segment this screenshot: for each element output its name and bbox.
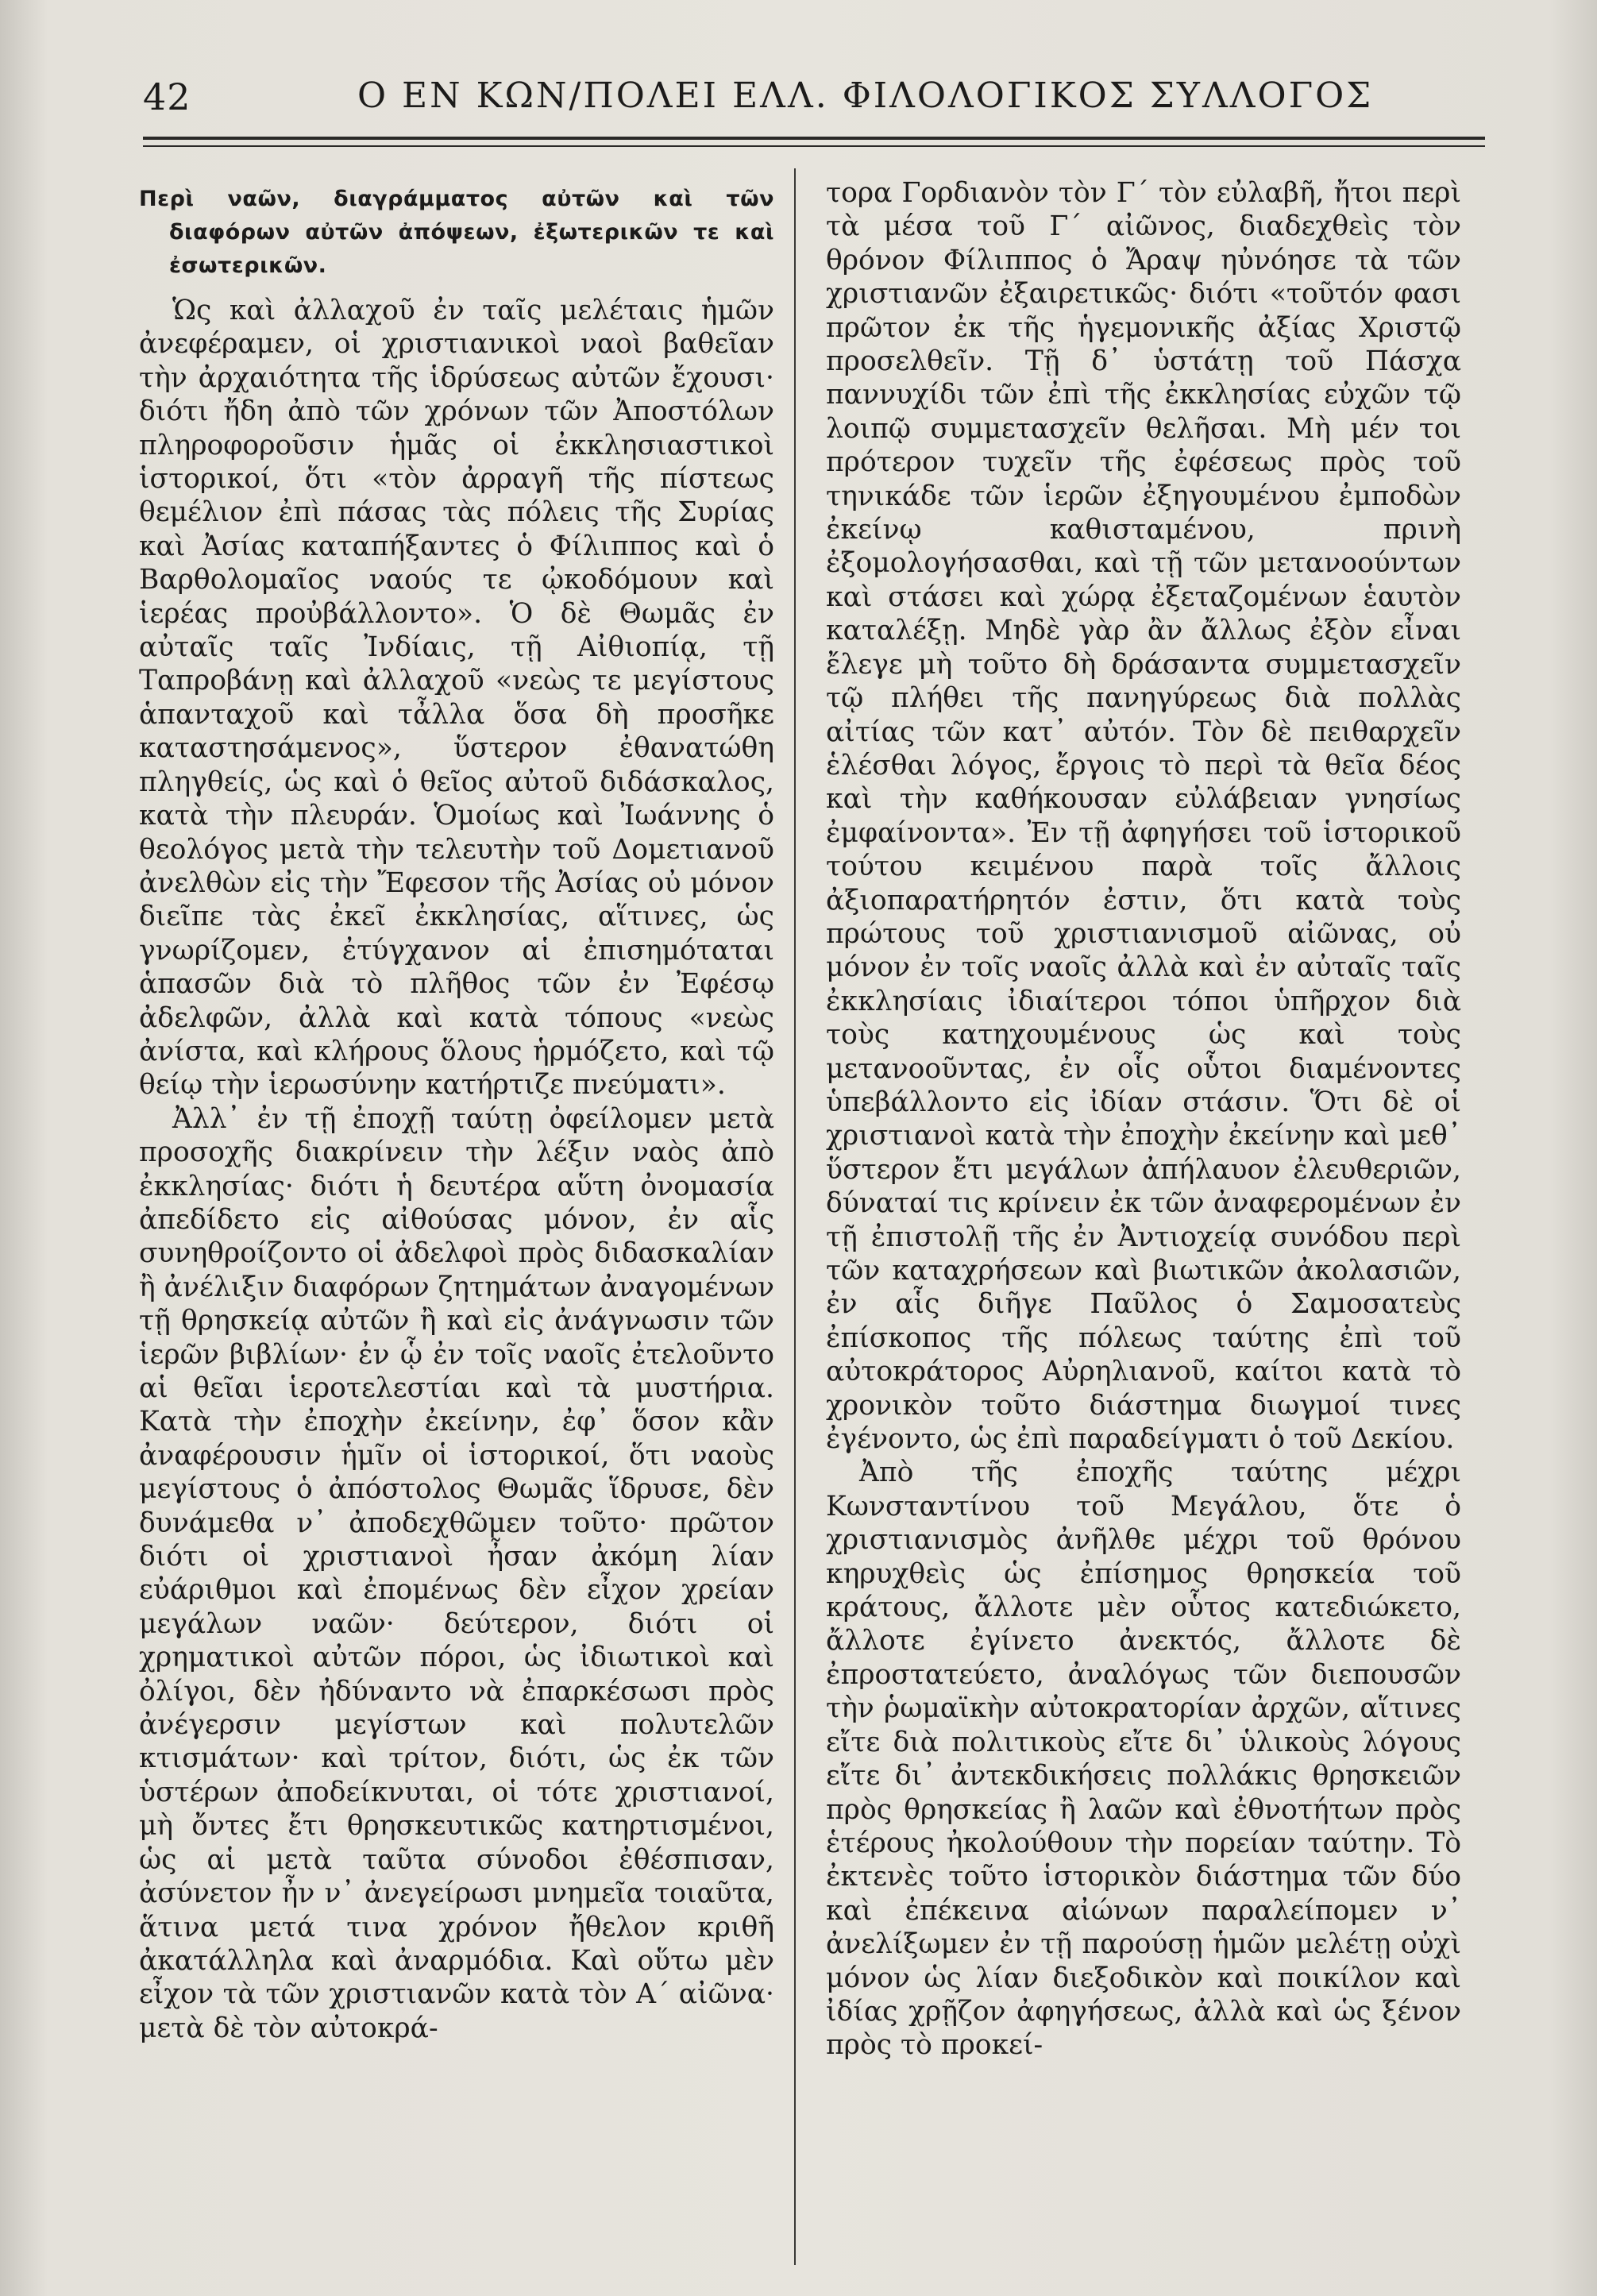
header-rule-thick <box>143 137 1485 140</box>
page-number: 42 <box>143 75 191 118</box>
paragraph: Ὡς καὶ ἀλλαχοῦ ἐν ταῖς μελέταις ἡμῶν ἀνεφέραμεν, οἱ χριστιανικοὶ ναοὶ βαθεῖαν τὴν ἀρχαιότητα τῆς ἱδρύσεως αὐτῶν ἔχουσι· διότι ἤδη ἀπὸ τῶν χρόνων τῶν Ἀποστόλων πληροφοροῦσιν ἡμᾶς οἱ ἐκκλησιαστικοὶ ἱστορικοί, ὅτι «τὸν ἀρραγῆ τῆς πίστεως θεμέλιον ἐπὶ πάσας τὰς πόλεις τῆς Συρίας καὶ Ἀσίας καταπήξαντες ὁ Φίλιππος καὶ ὁ Βαρθολομαῖος ναούς τε ᾠκοδόμουν καὶ ἱερέας προὐβάλλοντο». Ὁ δὲ Θωμᾶς ἐν αὐταῖς ταῖς Ἰνδίαις, τῇ Αἰθιοπίᾳ, τῇ Ταπροβάνῃ καὶ ἀλλαχοῦ «νεὼς τε μεγίστους ἁπανταχοῦ καὶ τἆλλα ὅσα δὴ προσῆκε καταστησάμενος», ὕστερον ἐθανατώθη πληγθείς, ὡς καὶ ὁ θεῖος αὐτοῦ διδάσκαλος, κατὰ τὴν πλευράν. Ὁμοίως καὶ Ἰωάννης ὁ θεολόγος μετὰ τὴν τελευτὴν τοῦ Δομετιανοῦ ἀνελθὼν εἰς τὴν Ἔφεσον τῆς Ἀσίας οὐ μόνον διεῖπε τὰς ἐκεῖ ἐκκλησίας, αἵτινες, ὡς γνωρίζομεν, ἐτύγχανον αἱ ἐπισημόταται ἁπασῶν διὰ τὸ πλῆθος τῶν ἐν Ἐφέσῳ ἀδελφῶν, ἀλλὰ καὶ κατὰ τόπους «νεὼς ἀνίστα, καὶ κλήρους ὅλους ἡρμόζετο, καὶ τῷ θείῳ τὴν ἱερωσύνην κατήρτιζε πνεύματι». <box>139 295 774 1102</box>
left-column <box>139 176 774 2045</box>
column-divider <box>794 168 796 2265</box>
running-head <box>143 75 1485 139</box>
section-heading: Περὶ ναῶν, διαγράμματος αὐτῶν καὶ τῶν διαφόρων αὐτῶν ἀπόψεων, ἐξωτερικῶν τε καὶ ἐσωτερικῶν. <box>139 187 774 278</box>
journal-title: Ο ΕΝ ΚΩΝ/ΠΟΛΕΙ ΕΛΛ. ΦΙΛΟΛΟΓΙΚΟΣ ΣΥΛΛΟΓΟΣ <box>357 75 1374 116</box>
paragraph: Ἀπὸ τῆς ἐποχῆς ταύτης μέχρι Κωνσταντίνου τοῦ Μεγάλου, ὅτε ὁ χριστιανισμὸς ἀνῆλθε μέχρι τοῦ θρόνου κηρυχθεὶς ὡς ἐπίσημος θρησκεία τοῦ κράτους, ἄλλοτε μὲν οὗτος κατεδιώκετο, ἄλλοτε ἐγίνετο ἀνεκτός, ἄλλοτε δὲ ἐπροστατεύετο, ἀναλόγως τῶν διεπουσῶν τὴν ῥωμαϊκὴν αὐτοκρατορίαν ἀρχῶν, αἵτινες εἴτε διὰ πολιτικοὺς εἴτε δι᾽ ὑλικοὺς λόγους εἴτε δι᾽ ἀντεκδικήσεις πολλάκις θρησκειῶν πρὸς θρησκείας ἢ λαῶν καὶ ἐθνοτήτων πρὸς ἑτέρους ἠκολούθουν τὴν πορείαν ταύτην. Τὸ ἐκτενὲς τοῦτο ἱστορικὸν διάστημα τῶν δύο καὶ ἐπέκεινα αἰώνων παραλείπομεν ν᾽ ἀνελίξωμεν ἐν τῇ παρούσῃ ἡμῶν μελέτῃ οὐχὶ μόνον ὡς λίαν διεξοδικὸν καὶ ποικίλον καὶ ἰδίας χρῇζον ἀφηγήσεως, ἀλλὰ καὶ ὡς ξένον πρὸς τὸ προκεί- <box>826 1457 1461 2062</box>
right-column <box>826 176 1461 2063</box>
header-rule-thin <box>143 145 1485 147</box>
paragraph: Ἀλλ᾽ ἐν τῇ ἐποχῇ ταύτῃ ὀφείλομεν μετὰ προσοχῆς διακρίνειν τὴν λέξιν ναὸς ἀπὸ ἐκκλησίας· διότι ἡ δευτέρα αὕτη ὀνομασία ἀπεδίδετο εἰς αἰθούσας μόνον, ἐν αἷς συνηθροίζοντο οἱ ἀδελφοὶ πρὸς διδασκαλίαν ἢ ἀνέλιξιν διαφόρων ζητημάτων ἀναγομένων τῇ θρησκείᾳ αὐτῶν ἢ καὶ εἰς ἀνάγνωσιν τῶν ἱερῶν βιβλίων· ἐν ᾧ ἐν τοῖς ναοῖς ἐτελοῦντο αἱ θεῖαι ἱεροτελεστίαι καὶ τὰ μυστήρια. Κατὰ τὴν ἐποχὴν ἐκείνην, ἐφ᾽ ὅσον κἂν ἀναφέρουσιν ἡμῖν οἱ ἱστορικοί, ὅτι ναοὺς μεγίστους ὁ ἀπόστολος Θωμᾶς ἵδρυσε, δὲν δυνάμεθα ν᾽ ἀποδεχθῶμεν τοῦτο· πρῶτον διότι οἱ χριστιανοὶ ἦσαν ἀκόμη λίαν εὐάριθμοι καὶ ἐπομένως δὲν εἶχον χρείαν μεγάλων ναῶν· δεύτερον, διότι οἱ χρηματικοὶ αὐτῶν πόροι, ὡς ἰδιωτικοὶ καὶ ὀλίγοι, δὲν ἠδύναντο νὰ ἐπαρκέσωσι πρὸς ἀνέγερσιν μεγίστων καὶ πολυτελῶν κτισμάτων· καὶ τρίτον, διότι, ὡς ἐκ τῶν ὑστέρων ἀποδείκνυται, οἱ τότε χριστιανοί, μὴ ὄντες ἔτι θρησκευτικῶς κατηρτισμένοι, ὡς αἱ μετὰ ταῦτα σύνοδοι ἐθέσπισαν, ἀσύνετον ἦν ν᾽ ἀνεγείρωσι μνημεῖα τοιαῦτα, ἅτινα μετά τινα χρόνον ἤθελον κριθῆ ἀκατάλληλα καὶ ἀναρμόδια. Καὶ οὕτω μὲν εἶχον τὰ τῶν χριστιανῶν κατὰ τὸν Α΄ αἰῶνα· μετὰ δὲ τὸν αὐτοκρά- <box>139 1102 774 2044</box>
paragraph-continued: τορα Γορδιανὸν τὸν Γ΄ τὸν εὐλαβῆ, ἤτοι περὶ τὰ μέσα τοῦ Γ΄ αἰῶνος, διαδεχθεὶς τὸν θρόνον Φίλιππος ὁ Ἄραψ ηὐνόησε τὰ τῶν χριστιανῶν ἐξαιρετικῶς· διότι «τοῦτόν φασι πρῶτον ἐκ τῆς ἡγεμονικῆς ἀξίας Χριστῷ προσελθεῖν. Τῇ δ᾽ ὑστάτῃ τοῦ Πάσχα παννυχίδι τῶν ἐπὶ τῆς ἐκκλησίας εὐχῶν τῷ λοιπῷ συμμετασχεῖν θελῆσαι. Μὴ μέν τοι πρότερον τυχεῖν τῆς ἐφέσεως πρὸς τοῦ τηνικάδε τῶν ἱερῶν ἐξηγουμένου ἐμποδὼν ἐκείνῳ καθισταμένου, πρινὴ ἐξομολογήσασθαι, καὶ τῇ τῶν μετανοούντων καὶ στάσει καὶ χώρᾳ ἐξεταζομένων ἑαυτὸν καταλέξῃ. Μηδὲ γὰρ ἂν ἄλλως ἐξὸν εἶναι ἔλεγε μὴ τοῦτο δὴ δράσαντα συμμετασχεῖν τῷ πλήθει τῆς πανηγύρεως διὰ πολλὰς αἰτίας τῶν κατ᾽ αὐτόν. Τὸν δὲ πειθαρχεῖν ἑλέσθαι λόγος, ἔργοις τὸ περὶ τὰ θεῖα δέος καὶ τὴν καθήκουσαν εὐλάβειαν γνησίως ἐμφαίνοντα». Ἐν τῇ ἀφηγήσει τοῦ ἱστορικοῦ τούτου κειμένου παρὰ τοῖς ἄλλοις ἀξιοπαρατήρητόν ἐστιν, ὅτι κατὰ τοὺς πρώτους τοῦ χριστιανισμοῦ αἰῶνας, οὐ μόνον ἐν τοῖς ναοῖς ἀλλὰ καὶ ἐν αὐταῖς ταῖς ἐκκλησίαις ἰδιαίτεροι τόποι ὑπῆρχον διὰ τοὺς κατηχουμένους ὡς καὶ τοὺς μετανοοῦντας, ἐν οἷς οὗτοι διαμένοντες ὑπεβάλλοντο εἰς ἰδίαν στάσιν. Ὅτι δὲ οἱ χριστιανοὶ κατὰ τὴν ἐποχὴν ἐκείνην καὶ μεθ᾽ ὕστερον ἔτι μεγάλων ἀπήλαυον ἐλευθεριῶν, δύναταί τις κρίνειν ἐκ τῶν ἀναφερομένων ἐν τῇ ἐπιστολῇ τῆς ἐν Ἀντιοχείᾳ συνόδου περὶ τῶν καταχρήσεων καὶ βιωτικῶν ἀκολασιῶν, ἐν αἷς διῆγε Παῦλος ὁ Σαμοσατεὺς ἐπίσκοπος τῆς πόλεως ταύτης ἐπὶ τοῦ αὐτοκράτορος Αὐρηλιανοῦ, καίτοι κατὰ τὸ χρονικὸν τοῦτο διάστημα διωγμοί τινες ἐγένοντο, ὡς ἐπὶ παραδείγματι ὁ τοῦ Δεκίου. <box>826 177 1461 1456</box>
